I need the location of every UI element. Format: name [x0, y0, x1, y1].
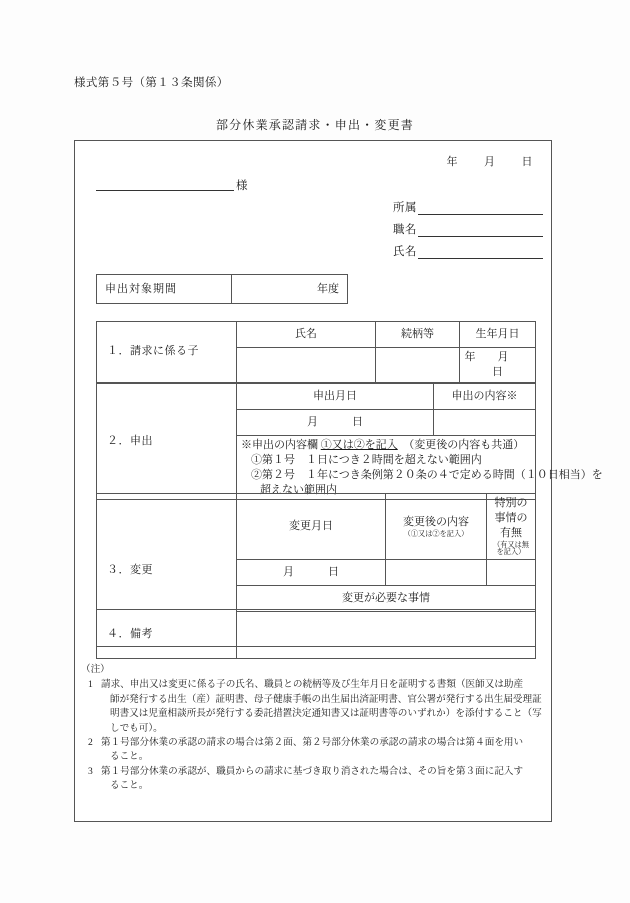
birth-month-label: 月 [497, 351, 509, 363]
change-day-label: 日 [328, 566, 339, 579]
section2-header-date: 申出月日 [237, 384, 434, 410]
footnotes [81, 663, 547, 794]
footnote-body [101, 736, 547, 765]
footnote-line: 第１号部分休業の承認が、職員からの請求に基づき取り消された場合は、その旨を第３面に記入す [101, 765, 524, 777]
footnote-line: ること。 [110, 751, 149, 763]
date-line [447, 153, 534, 169]
table-row [97, 322, 536, 348]
period-table [96, 274, 348, 304]
addressee-suffix: 様 [236, 180, 248, 192]
footnote-number: 1 [88, 679, 93, 691]
birth-year-label: 年 [464, 351, 476, 363]
date-day-label: 日 [521, 156, 533, 168]
section1-value-relation[interactable] [376, 348, 460, 383]
document-title: 部分休業承認請求・申出・変更書 [215, 118, 414, 132]
section2-note-line4: 超えない範囲内 [260, 483, 337, 496]
section3-header-date: 変更月日 [237, 494, 386, 560]
section3-header-special-main: 特別の事情の有無 [494, 497, 528, 539]
section3-header-content-main: 変更後の内容 [403, 515, 469, 528]
footnote-body [101, 765, 547, 794]
section4-lead: ４．備考 [97, 610, 237, 659]
applicant-position-label: 職名 [393, 224, 417, 236]
footnotes-heading: （注） [81, 664, 110, 675]
footnote-line: 請求、申出又は変更に係る子の氏名、職員との続柄等及び生年月日を証明する書類（医師又は助産 [101, 679, 524, 691]
date-year-label: 年 [446, 156, 458, 168]
section3-lead: ３．変更 [97, 494, 237, 647]
section3-header-special [487, 494, 536, 560]
section2-note-line1 [241, 438, 531, 453]
section2-lead: ２．申出 [97, 384, 237, 500]
list-item [81, 678, 547, 736]
footnote-line: 第１号部分休業の承認の請求の場合は第２面、第２号部分休業の承認の請求の場合は第４面を用い [101, 736, 524, 748]
apply-day-label: 日 [352, 416, 363, 429]
applicant-name-row [393, 243, 543, 259]
section1-header-relation: 続柄等 [376, 322, 460, 348]
note-line1-head: ※申出の内容欄 [241, 439, 321, 451]
section3-header-content [386, 494, 487, 560]
section1-lead: １．請求に係る子 [97, 322, 237, 383]
note-line1-underline: ①又は②を記入 [320, 439, 398, 451]
birth-day-label: 日 [492, 365, 503, 378]
section2-value-content[interactable] [434, 410, 536, 436]
applicant-block [393, 199, 543, 265]
applicant-affiliation-label: 所属 [393, 202, 417, 214]
list-item [81, 765, 547, 794]
section2-header-content: 申出の内容※ [434, 384, 536, 410]
section1-header-birth: 生年月日 [460, 322, 536, 348]
section2-note-line3: ②第２号 １年につき条例第２０条の４で定める時間（１０日相当）を [251, 468, 603, 481]
section3-value-special[interactable] [487, 560, 536, 586]
applicant-name-input[interactable] [418, 246, 543, 259]
footnote-line: しでも可）。 [110, 722, 163, 734]
footnote-body [101, 678, 547, 736]
section2-apply-table [96, 383, 603, 500]
addressee-line [96, 177, 248, 193]
section3-value-content[interactable] [386, 560, 487, 586]
applicant-affiliation-row [393, 199, 543, 215]
footnote-line: ること。 [110, 780, 149, 792]
change-month-label: 月 [283, 566, 294, 579]
table-row [97, 275, 348, 304]
section3-header-special-sub: （有又は無を記入） [493, 540, 529, 557]
applicant-position-input[interactable] [418, 224, 543, 237]
table-row [97, 384, 536, 410]
form-number: 様式第５号（第１３条関係） [74, 77, 229, 89]
section1-value-name[interactable] [237, 348, 376, 383]
table-row [97, 610, 536, 659]
section3-header-reason: 変更が必要な事情 [237, 586, 536, 612]
applicant-position-row [393, 221, 543, 237]
table-row [97, 494, 536, 560]
footnote-number: 2 [88, 736, 93, 748]
section4-value[interactable] [237, 610, 536, 659]
note-line1-tail: （変更後の内容も共通） [397, 439, 525, 451]
section1-child-table [96, 321, 536, 383]
section4-remarks-table [96, 609, 536, 659]
period-label: 申出対象期間 [97, 275, 232, 304]
footnote-line: 明書又は児童相談所長が発行する委託措置決定通知書又は証明書等のいずれか）を添付すること（写 [110, 708, 542, 720]
section3-value-date[interactable] [237, 560, 386, 586]
footnote-line: 師が発行する出生（産）証明書、母子健康手帳の出生届出済証明書、官公署が発行する出生届受理証 [110, 693, 542, 705]
date-month-label: 月 [484, 156, 496, 168]
addressee-input[interactable] [96, 177, 234, 191]
section2-note [237, 436, 603, 500]
section2-value-date[interactable] [237, 410, 434, 436]
applicant-name-label: 氏名 [393, 246, 417, 258]
period-value[interactable]: 年度 [232, 275, 348, 304]
footnote-number: 3 [88, 765, 93, 777]
form-frame [74, 140, 603, 822]
section3-header-content-sub: （①又は②を記入） [403, 529, 469, 538]
section2-note-line2: ①第１号 １日につき２時間を超えない範囲内 [251, 453, 482, 466]
list-item [81, 736, 547, 765]
section1-header-name: 氏名 [237, 322, 376, 348]
apply-month-label: 月 [307, 416, 318, 429]
section1-value-birth[interactable] [460, 348, 536, 383]
applicant-affiliation-input[interactable] [418, 202, 543, 215]
